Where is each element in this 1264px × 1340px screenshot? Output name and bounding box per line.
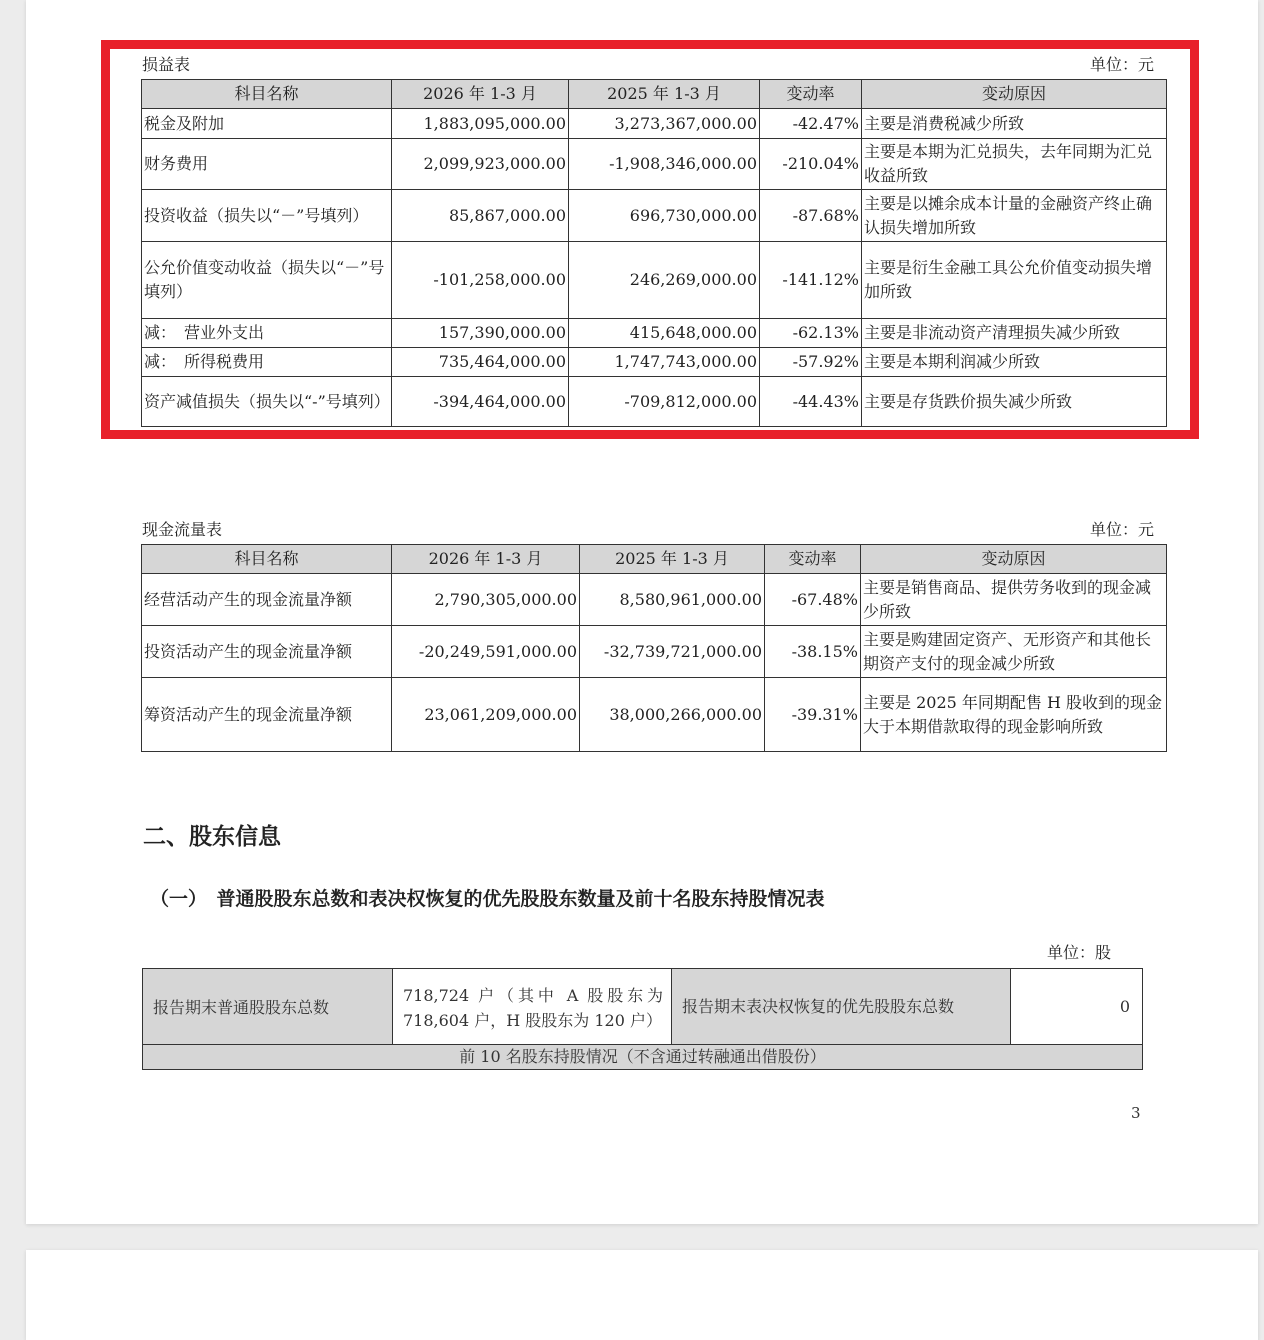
table-row	[142, 574, 1167, 626]
row-2025: -1,908,346,000.00	[569, 139, 760, 190]
row-reason: 主要是本期利润减少所致	[862, 348, 1167, 377]
row-2025: -32,739,721,000.00	[580, 626, 765, 678]
header-rate: 变动率	[765, 545, 861, 574]
header-rate: 变动率	[760, 80, 862, 109]
row-2025: 696,730,000.00	[569, 190, 760, 242]
row-2025: 8,580,961,000.00	[580, 574, 765, 626]
row-2025: 1,747,743,000.00	[569, 348, 760, 377]
row-2026: -20,249,591,000.00	[392, 626, 580, 678]
row-reason: 主要是销售商品、提供劳务收到的现金减少所致	[861, 574, 1167, 626]
income-table-title: 损益表	[142, 55, 191, 74]
row-rate: -57.92%	[760, 348, 862, 377]
row-item: 经营活动产生的现金流量净额	[142, 574, 392, 626]
table-row	[142, 678, 1167, 752]
row-reason: 主要是衍生金融工具公允价值变动损失增加所致	[862, 242, 1167, 319]
cashflow-table-title: 现金流量表	[142, 520, 223, 539]
row-2026: 1,883,095,000.00	[392, 109, 569, 139]
row-2026: -101,258,000.00	[392, 242, 569, 319]
section-title: 二、股东信息	[143, 824, 281, 850]
page-number: 3	[1131, 1104, 1141, 1122]
preferred-shareholders-value: 0	[1011, 969, 1143, 1045]
row-2026: 2,099,923,000.00	[392, 139, 569, 190]
row-item: 减： 营业外支出	[142, 319, 392, 348]
row-2025: 246,269,000.00	[569, 242, 760, 319]
row-rate: -39.31%	[765, 678, 861, 752]
next-document-page	[26, 1250, 1258, 1340]
row-rate: -62.13%	[760, 319, 862, 348]
row-item: 投资收益（损失以“－”号填列）	[142, 190, 392, 242]
cashflow-statement-table	[141, 544, 1167, 752]
row-reason: 主要是以摊余成本计量的金融资产终止确认损失增加所致	[862, 190, 1167, 242]
row-reason: 主要是非流动资产清理损失减少所致	[862, 319, 1167, 348]
row-2025: 3,273,367,000.00	[569, 109, 760, 139]
row-item: 公允价值变动收益（损失以“－”号填列）	[142, 242, 392, 319]
row-rate: -38.15%	[765, 626, 861, 678]
row-rate: -67.48%	[765, 574, 861, 626]
shareholder-unit: 单位：股	[1047, 943, 1112, 962]
row-2026: 23,061,209,000.00	[392, 678, 580, 752]
shareholder-summary-table	[142, 968, 1143, 1070]
row-2026: 735,464,000.00	[392, 348, 569, 377]
row-item: 投资活动产生的现金流量净额	[142, 626, 392, 678]
total-shareholders-value: 718,724 户（其中 A 股股东为 718,604 户，H 股股东为 120 户）	[393, 969, 672, 1045]
row-2026: -394,464,000.00	[392, 377, 569, 427]
header-2026: 2026 年 1-3 月	[392, 80, 569, 109]
header-reason: 变动原因	[861, 545, 1167, 574]
row-reason: 主要是存货跌价损失减少所致	[862, 377, 1167, 427]
row-item: 减： 所得税费用	[142, 348, 392, 377]
row-item: 税金及附加	[142, 109, 392, 139]
cashflow-table-unit: 单位：元	[1090, 520, 1155, 539]
header-2025: 2025 年 1-3 月	[580, 545, 765, 574]
income-table-unit: 单位：元	[1090, 55, 1155, 74]
row-reason: 主要是购建固定资产、无形资产和其他长期资产支付的现金减少所致	[861, 626, 1167, 678]
row-reason: 主要是本期为汇兑损失，去年同期为汇兑收益所致	[862, 139, 1167, 190]
red-highlight-box	[101, 40, 1199, 439]
header-2025: 2025 年 1-3 月	[569, 80, 760, 109]
row-rate: -210.04%	[760, 139, 862, 190]
subsection-title: （一） 普通股股东总数和表决权恢复的优先股股东数量及前十名股东持股情况表	[150, 888, 825, 910]
row-item: 筹资活动产生的现金流量净额	[142, 678, 392, 752]
header-item: 科目名称	[142, 80, 392, 109]
row-rate: -42.47%	[760, 109, 862, 139]
table-row	[143, 969, 1143, 1045]
row-rate: -141.12%	[760, 242, 862, 319]
row-rate: -44.43%	[760, 377, 862, 427]
row-reason: 主要是消费税减少所致	[862, 109, 1167, 139]
row-2026: 157,390,000.00	[392, 319, 569, 348]
header-item: 科目名称	[142, 545, 392, 574]
total-shareholders-label: 报告期末普通股股东总数	[143, 969, 393, 1045]
row-2025: -709,812,000.00	[569, 377, 760, 427]
header-2026: 2026 年 1-3 月	[392, 545, 580, 574]
row-item: 资产减值损失（损失以“-”号填列）	[142, 377, 392, 427]
row-reason: 主要是 2025 年同期配售 H 股收到的现金大于本期借款取得的现金影响所致	[861, 678, 1167, 752]
top10-shareholders-label: 前 10 名股东持股情况（不含通过转融通出借股份）	[143, 1045, 1143, 1070]
table-row	[142, 626, 1167, 678]
row-2026: 2,790,305,000.00	[392, 574, 580, 626]
row-item: 财务费用	[142, 139, 392, 190]
table-row	[143, 1045, 1143, 1070]
table-header-row	[142, 545, 1167, 574]
header-reason: 变动原因	[862, 80, 1167, 109]
row-2025: 415,648,000.00	[569, 319, 760, 348]
row-2025: 38,000,266,000.00	[580, 678, 765, 752]
preferred-shareholders-label: 报告期末表决权恢复的优先股股东总数	[672, 969, 1011, 1045]
row-2026: 85,867,000.00	[392, 190, 569, 242]
row-rate: -87.68%	[760, 190, 862, 242]
